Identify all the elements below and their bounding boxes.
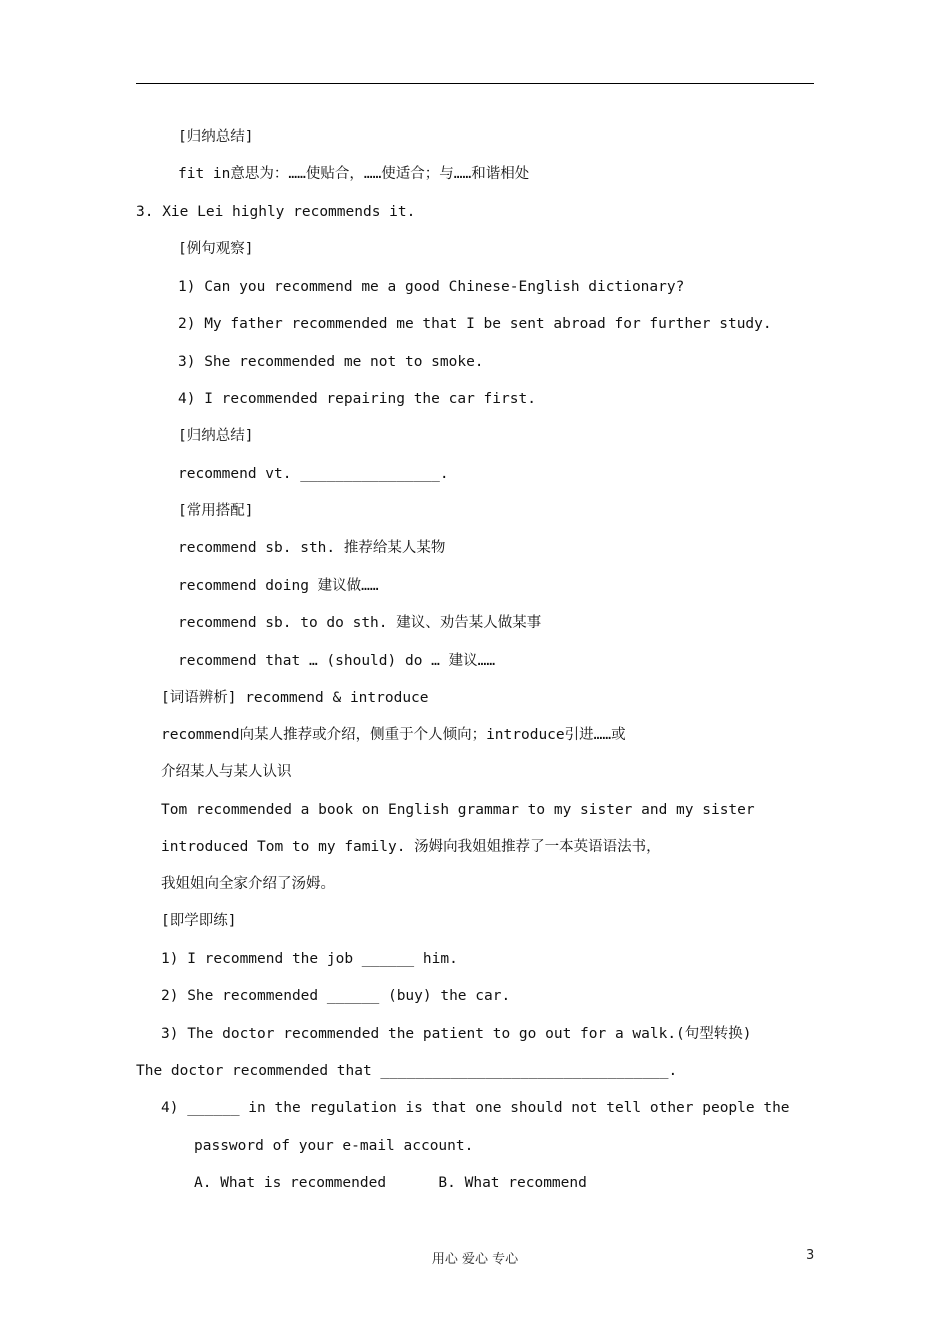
section-heading-distinction: [词语辨析] recommend & introduce (161, 690, 429, 706)
section-heading-collocations: [常用搭配] (178, 503, 254, 519)
collocation-item: recommend sb. sth. 推荐给某人某物 (178, 540, 446, 556)
exercise-item-continuation: password of your e-mail account. (194, 1138, 474, 1154)
footer-motto: 用心 爱心 专心 (431, 1252, 519, 1267)
text-line: 介绍某人与某人认识 (161, 764, 292, 780)
section-heading-summary: [归纳总结] (178, 129, 254, 145)
text-line: recommend vt. ________________. (178, 466, 449, 482)
example-sentence: 1) Can you recommend me a good Chinese-English dictionary? (178, 279, 685, 295)
section-heading-summary: [归纳总结] (178, 428, 254, 444)
text-line: Tom recommended a book on English grammar to my sister and my sister (161, 802, 755, 818)
collocation-item: recommend doing 建议做…… (178, 578, 379, 594)
example-sentence: 3) She recommended me not to smoke. (178, 354, 484, 370)
text-line: fit in意思为：……使贴合，……使适合；与……和谐相处 (178, 166, 530, 182)
section-heading-examples: [例句观察] (178, 241, 254, 257)
section-heading-practice: [即学即练] (161, 913, 237, 929)
example-sentence: 2) My father recommended me that I be sent abroad for further study. (178, 316, 772, 332)
answer-options: A. What is recommended B. What recommend (194, 1175, 587, 1191)
exercise-item: 3) The doctor recommended the patient to go out for a walk.(句型转换) (161, 1026, 752, 1042)
text-line: introduced Tom to my family. 汤姆向我姐姐推荐了一本英语语法书， (161, 839, 661, 855)
page-number: 3 (806, 1248, 815, 1263)
numbered-heading: 3. Xie Lei highly recommends it. (136, 204, 416, 220)
header-rule (136, 83, 814, 84)
exercise-item: 4) ______ in the regulation is that one should not tell other people the (161, 1100, 790, 1116)
exercise-item: 1) I recommend the job ______ him. (161, 951, 458, 967)
example-sentence: 4) I recommended repairing the car first. (178, 391, 536, 407)
text-line: 我姐姐向全家介绍了汤姆。 (161, 876, 335, 892)
collocation-item: recommend sb. to do sth. 建议、劝告某人做某事 (178, 615, 542, 631)
exercise-item: 2) She recommended ______ (buy) the car. (161, 988, 511, 1004)
exercise-item: The doctor recommended that _________________________________. (136, 1063, 678, 1079)
text-line: recommend向某人推荐或介绍，侧重于个人倾向；introduce引进……或 (161, 727, 626, 743)
collocation-item: recommend that … (should) do … 建议…… (178, 653, 496, 669)
